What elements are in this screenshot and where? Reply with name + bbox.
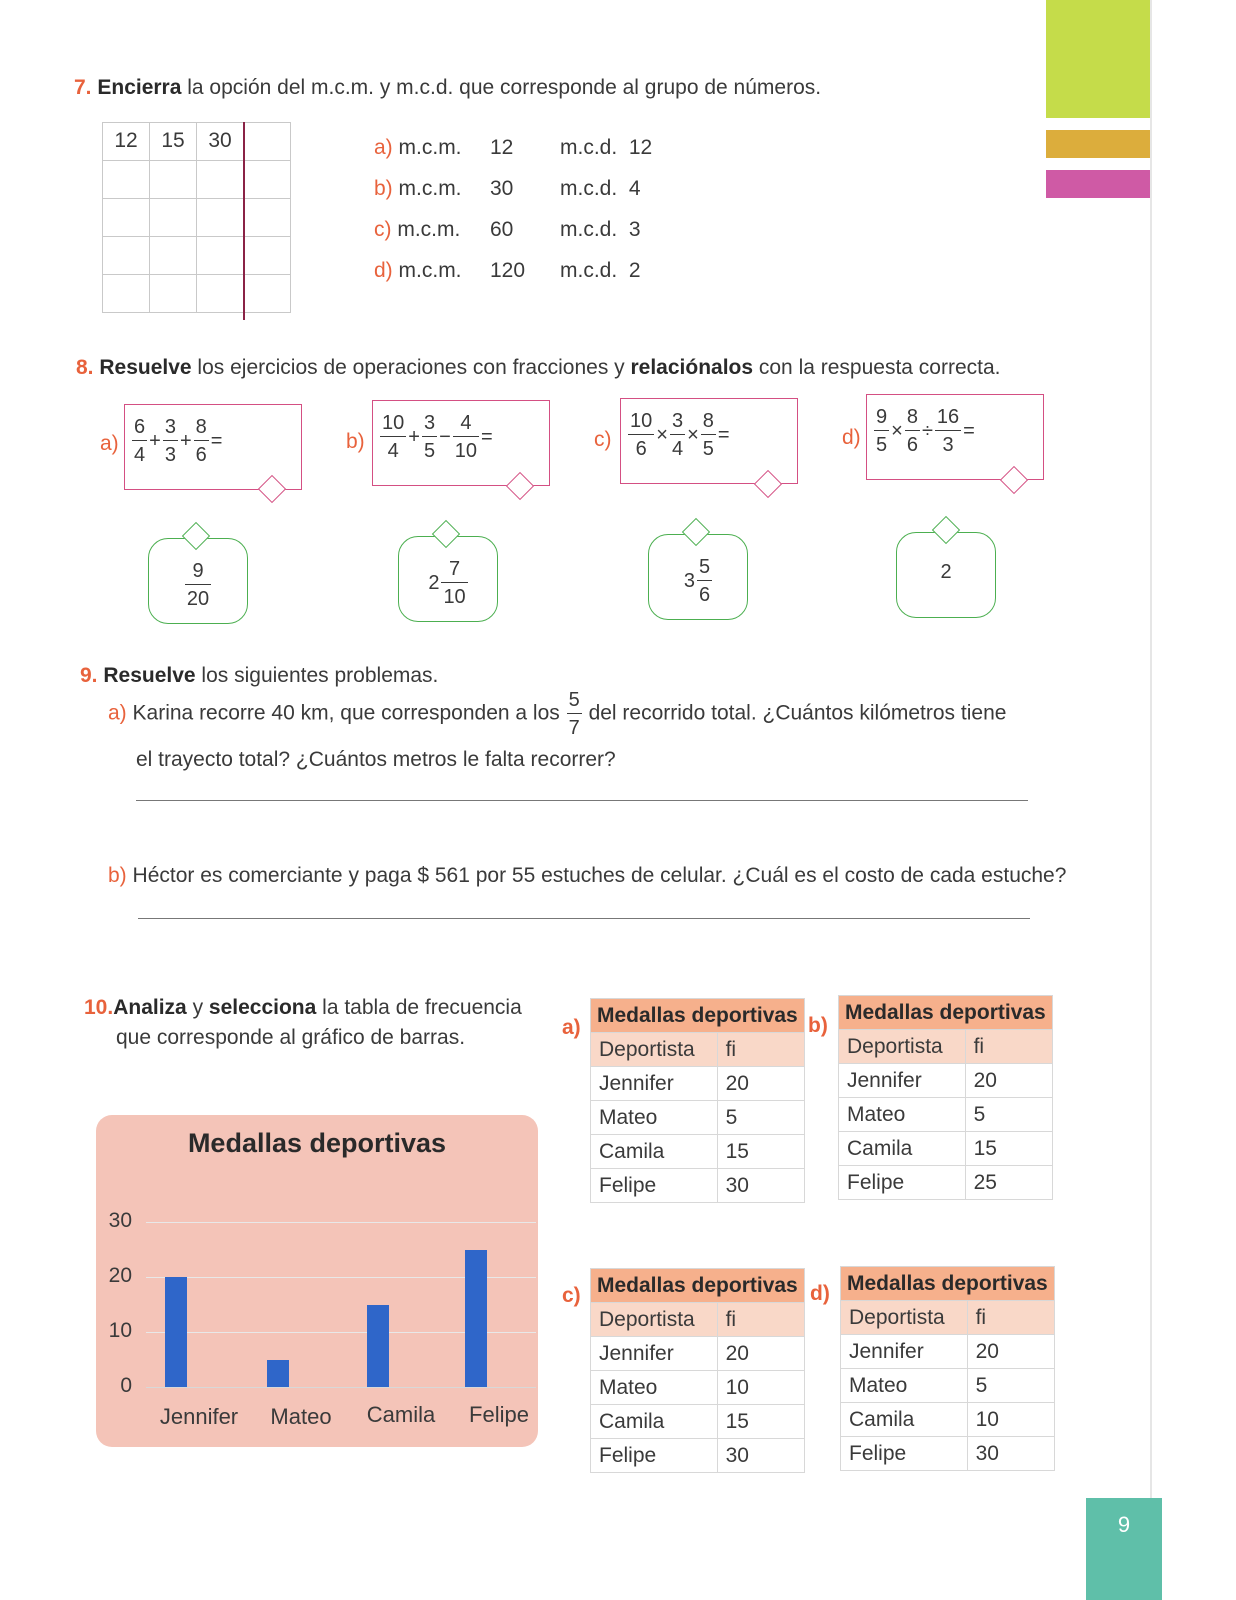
- freq-table-c[interactable]: [590, 1268, 805, 1473]
- table-cell: 5: [965, 1098, 1052, 1132]
- y-tick-label: 10: [108, 1319, 132, 1342]
- mcd-label: m.c.d.: [560, 136, 618, 159]
- column-header: Deportista: [591, 1303, 718, 1337]
- bar-jennifer: [165, 1277, 187, 1387]
- numerator: 16: [936, 406, 960, 428]
- denominator: 5: [422, 436, 437, 461]
- q7-option-d[interactable]: [374, 259, 462, 283]
- q9-text: los siguientes problemas.: [195, 664, 439, 687]
- page-edge: [1150, 0, 1152, 1600]
- table-cell: 30: [967, 1437, 1054, 1471]
- q9-verb: Resuelve: [103, 664, 196, 687]
- q7-grid-cell[interactable]: [197, 161, 244, 199]
- q7-grid-cell[interactable]: [197, 275, 244, 313]
- q9b-line: [108, 864, 1066, 888]
- q8-verb-2: relaciónalos: [630, 356, 754, 379]
- mcd-value: 12: [628, 136, 653, 159]
- exercise-letter: d): [842, 426, 861, 449]
- q9-statement: [80, 664, 438, 688]
- table-cell: Mateo: [839, 1098, 966, 1132]
- table-cell: 10: [967, 1403, 1054, 1437]
- mcm-value: 12: [490, 136, 514, 159]
- q9-number: 9.: [80, 664, 98, 687]
- denominator: 6: [194, 440, 209, 465]
- q7-grid-cell[interactable]: [197, 237, 244, 275]
- q7-option-b-mcd[interactable]: [560, 177, 641, 201]
- numerator: 3: [164, 416, 176, 438]
- q10-verb: Analiza: [113, 996, 187, 1019]
- y-tick-label: 20: [108, 1264, 132, 1287]
- table-letter: a): [562, 1016, 581, 1039]
- q8-answer-3[interactable]: [648, 534, 748, 620]
- operator: −: [439, 425, 451, 448]
- table-cell: Camila: [841, 1403, 968, 1437]
- numerator: 4: [460, 412, 472, 434]
- sidebar-gold-block: [1046, 130, 1150, 158]
- denominator: 6: [905, 430, 920, 455]
- q10-verb-2: selecciona: [208, 996, 317, 1019]
- q7-option-a[interactable]: [374, 136, 462, 160]
- q9b-text: Héctor es comerciante y paga $ 561 por 55 estuches de celular. ¿Cuál es el costo de cada estuche?: [132, 864, 1067, 887]
- table-cell: Camila: [591, 1135, 718, 1169]
- column-header: fi: [717, 1303, 804, 1337]
- denominator: 4: [380, 436, 406, 461]
- numerator: 5: [568, 689, 580, 711]
- denominator: 10: [441, 582, 467, 607]
- table-letter: d): [810, 1282, 830, 1305]
- q10-text-3: que corresponde al gráfico de barras.: [116, 1026, 466, 1049]
- q7-text: la opción del m.c.m. y m.c.d. que corresponde al grupo de números.: [181, 76, 822, 99]
- operator: ×: [656, 423, 668, 446]
- denominator: 3: [163, 440, 178, 465]
- q7-grid-cell[interactable]: [150, 199, 197, 237]
- q8-answer-2[interactable]: [398, 536, 498, 622]
- freq-table-b[interactable]: [838, 995, 1053, 1200]
- numerator: 10: [382, 412, 405, 434]
- q7-grid-cell[interactable]: [150, 275, 197, 313]
- q7-option-d-mcd[interactable]: [560, 259, 641, 283]
- q7-grid-cell[interactable]: [103, 161, 150, 199]
- q7-statement: [74, 76, 821, 100]
- q7-grid-cell[interactable]: [197, 199, 244, 237]
- x-tick-label: Jennifer: [159, 1404, 239, 1429]
- mcm-label: m.c.m.: [398, 136, 462, 159]
- table-cell: Camila: [591, 1405, 718, 1439]
- denominator: 4: [132, 440, 147, 465]
- table-cell: Camila: [839, 1132, 966, 1166]
- table-title: Medallas deportivas: [841, 1267, 1055, 1301]
- table-cell: Felipe: [841, 1437, 968, 1471]
- table-cell: 15: [717, 1135, 804, 1169]
- column-header: Deportista: [591, 1033, 718, 1067]
- table-letter: b): [808, 1014, 828, 1037]
- table-cell: Jennifer: [839, 1064, 966, 1098]
- equals: =: [481, 425, 493, 448]
- column-header: fi: [717, 1033, 804, 1067]
- page-number-label: 9: [1117, 1512, 1131, 1537]
- numerator: 3: [671, 410, 684, 432]
- sidebar-green-block: [1046, 0, 1150, 118]
- numerator: 9: [876, 406, 888, 428]
- table-cell: 20: [967, 1335, 1054, 1369]
- equals: =: [210, 429, 223, 452]
- mcd-value: 4: [628, 177, 641, 200]
- numerator: 8: [906, 406, 918, 428]
- table-cell: 5: [967, 1369, 1054, 1403]
- table-cell: 15: [965, 1132, 1052, 1166]
- y-tick-label: 0: [120, 1374, 132, 1397]
- problem-letter: b): [108, 864, 127, 887]
- freq-table-a[interactable]: [590, 998, 805, 1203]
- x-tick-label: Mateo: [270, 1404, 332, 1429]
- freq-table-d[interactable]: [840, 1266, 1055, 1471]
- q9b-answer-line[interactable]: [138, 918, 1030, 919]
- mcm-value: 60: [490, 218, 514, 241]
- q8-exercise-c: [620, 398, 798, 484]
- bar-felipe: [465, 1250, 487, 1388]
- table-cell: Mateo: [841, 1369, 968, 1403]
- table-cell: 20: [965, 1064, 1052, 1098]
- mcd-value: 2: [628, 259, 641, 282]
- table-cell: Mateo: [591, 1371, 718, 1405]
- q7-option-b[interactable]: [374, 177, 462, 201]
- q8-exercise-b: [372, 400, 550, 486]
- q7-grid-value: 15: [150, 123, 197, 161]
- table-cell: 30: [717, 1169, 804, 1203]
- table-cell: Felipe: [839, 1166, 966, 1200]
- equals: =: [717, 423, 730, 446]
- operator: +: [179, 429, 192, 452]
- numerator: 8: [195, 416, 207, 438]
- q8-number: 8.: [76, 356, 94, 379]
- chart-title: Medallas deportivas: [187, 1128, 447, 1158]
- x-axis: [146, 1387, 536, 1388]
- q7-grid-cell[interactable]: [244, 237, 291, 275]
- option-letter: c): [374, 218, 392, 241]
- mcm-value: 30: [490, 177, 514, 200]
- column-header: Deportista: [839, 1030, 966, 1064]
- denominator: 7: [567, 713, 582, 738]
- q10-statement: [84, 996, 522, 1020]
- mcd-label: m.c.d.: [560, 218, 618, 241]
- exercise-letter: b): [346, 430, 365, 453]
- mcd-label: m.c.d.: [560, 177, 618, 200]
- option-letter: d): [374, 259, 393, 282]
- exercise-letter: a): [100, 432, 119, 455]
- q7-option-a-mcd[interactable]: [560, 136, 652, 160]
- denominator: 10: [453, 436, 479, 461]
- q8-verb: Resuelve: [99, 356, 192, 379]
- q7-option-c-mcd[interactable]: [560, 218, 641, 242]
- equals: =: [963, 419, 975, 442]
- table-cell: Jennifer: [591, 1067, 718, 1101]
- column-header: fi: [967, 1301, 1054, 1335]
- bar-mateo: [267, 1360, 289, 1388]
- q7-factor-grid: [102, 122, 291, 313]
- numerator: 3: [423, 412, 436, 434]
- table-cell: 20: [717, 1067, 804, 1101]
- table-cell: 5: [717, 1101, 804, 1135]
- whole-number: 2: [940, 561, 952, 583]
- denominator: 3: [935, 430, 961, 455]
- mcm-label: m.c.m.: [398, 259, 462, 282]
- q7-option-c[interactable]: [374, 218, 460, 242]
- table-title: Medallas deportivas: [591, 1269, 805, 1303]
- q9a-line1: [108, 690, 1006, 738]
- q7-grid-cell[interactable]: [103, 237, 150, 275]
- numerator: 9: [192, 560, 204, 582]
- y-tick-label: 30: [108, 1209, 132, 1232]
- column-header: Deportista: [841, 1301, 968, 1335]
- denominator: 5: [874, 430, 889, 455]
- numerator: 5: [699, 556, 711, 578]
- problem-letter: a): [108, 701, 127, 725]
- operator: +: [149, 429, 161, 452]
- table-cell: 20: [717, 1337, 804, 1371]
- table-cell: Felipe: [591, 1439, 718, 1473]
- sidebar-pink-block: [1046, 170, 1150, 198]
- table-title: Medallas deportivas: [839, 996, 1053, 1030]
- q9a-line2: el trayecto total? ¿Cuántos metros le falta recorrer?: [136, 748, 616, 771]
- option-letter: b): [374, 177, 393, 200]
- denominator: 6: [697, 580, 712, 605]
- mcm-label: m.c.m.: [398, 177, 462, 200]
- whole-number: 3: [683, 569, 695, 592]
- q7-verb: Encierra: [97, 76, 182, 99]
- q7-grid-cell[interactable]: [244, 161, 291, 199]
- mcm-value: 120: [490, 259, 526, 282]
- q8-text-2: con la respuesta correcta.: [753, 356, 1001, 379]
- option-letter: a): [374, 136, 393, 159]
- operator: +: [408, 425, 420, 448]
- denominator: 4: [670, 434, 685, 459]
- q8-exercise-d: [866, 394, 1044, 480]
- q9a-answer-line[interactable]: [136, 800, 1028, 801]
- gridline: [146, 1222, 536, 1223]
- q7-grid-value: 30: [197, 123, 244, 161]
- table-letter: c): [562, 1284, 581, 1307]
- q7-grid-cell[interactable]: [103, 199, 150, 237]
- table-cell: 25: [965, 1166, 1052, 1200]
- column-header: fi: [965, 1030, 1052, 1064]
- numerator: 8: [702, 410, 714, 432]
- numerator: 10: [630, 410, 653, 432]
- table-cell: Mateo: [591, 1101, 718, 1135]
- q10-text: y: [186, 996, 209, 1019]
- q7-grid-cell[interactable]: [150, 237, 197, 275]
- operator: ÷: [921, 419, 933, 442]
- table-cell: Jennifer: [841, 1335, 968, 1369]
- q7-number: 7.: [74, 76, 92, 99]
- x-tick-label: Felipe: [469, 1402, 529, 1427]
- q8-answer-1[interactable]: [148, 538, 248, 624]
- mcd-label: m.c.d.: [560, 259, 618, 282]
- bar-camila: [367, 1305, 389, 1388]
- q9a-text-2: del recorrido total. ¿Cuántos kilómetros tiene: [582, 701, 1007, 725]
- x-tick-label: Camila: [366, 1402, 436, 1427]
- q10-number: 10.: [84, 996, 114, 1019]
- table-cell: Felipe: [591, 1169, 718, 1203]
- table-cell: 10: [717, 1371, 804, 1405]
- table-cell: 15: [717, 1405, 804, 1439]
- q7-grid-cell[interactable]: [103, 275, 150, 313]
- q7-grid-cell[interactable]: [244, 275, 291, 313]
- denominator: 6: [628, 434, 654, 459]
- q8-statement: [76, 356, 1001, 380]
- q7-grid-cell[interactable]: [244, 123, 291, 161]
- q7-grid-divider: [243, 122, 245, 320]
- q9a-text: Karina recorre 40 km, que corresponden a los: [132, 701, 566, 725]
- table-cell: 30: [717, 1439, 804, 1473]
- table-cell: Jennifer: [591, 1337, 718, 1371]
- q7-grid-cell[interactable]: [150, 161, 197, 199]
- mcd-value: 3: [628, 218, 641, 241]
- q7-grid-cell[interactable]: [244, 199, 291, 237]
- denominator: 5: [701, 434, 716, 459]
- exercise-letter: c): [594, 428, 612, 451]
- operator: ×: [687, 423, 699, 446]
- q7-grid-value: 12: [103, 123, 150, 161]
- denominator: 20: [185, 584, 211, 609]
- q8-exercise-a: [124, 404, 302, 490]
- q8-answer-4[interactable]: [896, 532, 996, 618]
- q8-text: los ejercicios de operaciones con fracciones y: [191, 356, 631, 379]
- operator: ×: [891, 419, 903, 442]
- numerator: 6: [134, 416, 146, 438]
- mcm-label: m.c.m.: [397, 218, 461, 241]
- table-title: Medallas deportivas: [591, 999, 805, 1033]
- numerator: 7: [449, 558, 461, 580]
- page-number: [1086, 1498, 1162, 1600]
- q10-text-2: la tabla de frecuencia: [316, 996, 522, 1019]
- whole-number: 2: [428, 571, 440, 594]
